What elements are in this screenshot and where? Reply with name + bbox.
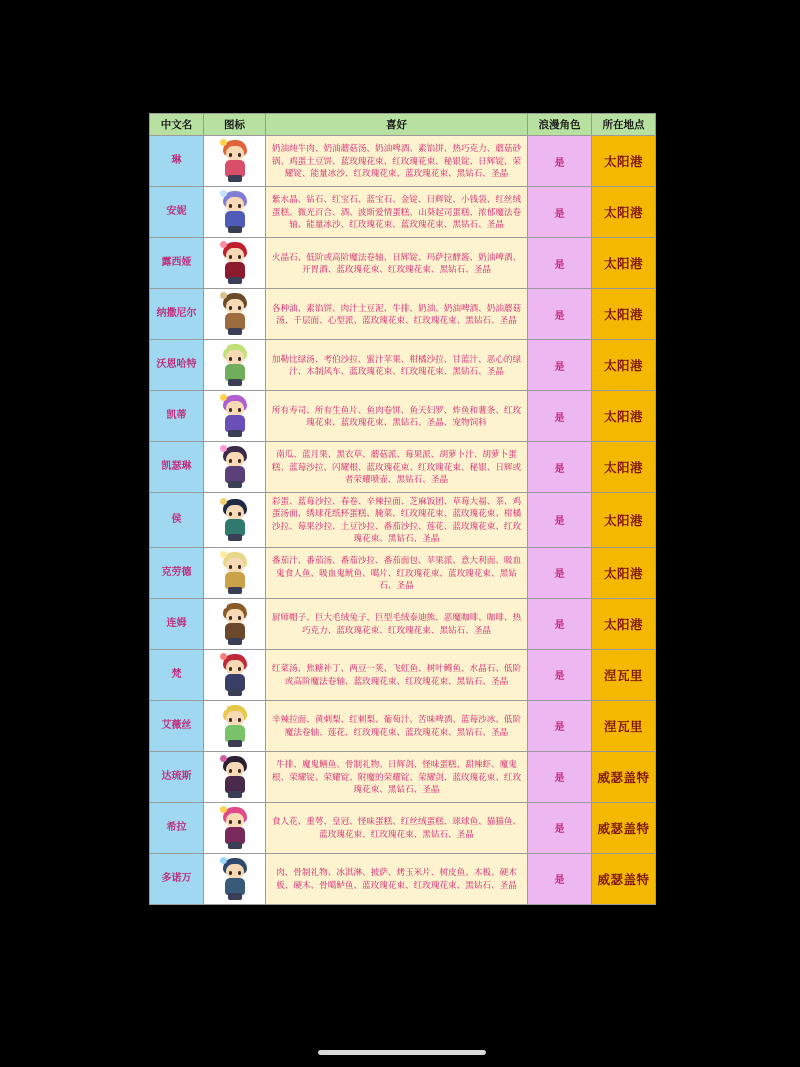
- cell-romance: 是: [528, 391, 592, 442]
- cell-likes: 紫水晶、钻石、红宝石、蓝宝石、金锭、日辉锭、小钱袋、红丝绒蛋糕、微光百合、酒、波斯爱情蛋糕、山葵起司蛋糕、浓郁魔法卷轴、能量冰沙、红玫瑰花束、蓝玫瑰花束、黑钻石、圣晶: [266, 187, 528, 238]
- character-sprite-icon: [215, 138, 255, 184]
- cell-character-name: 凯蒂: [150, 391, 204, 442]
- header-location: 所在地点: [592, 114, 656, 136]
- cell-character-icon: [204, 649, 266, 700]
- table-row: [150, 598, 656, 649]
- cell-likes: 火晶石、低阶或高阶魔法卷轴、日辉锭、玛萨拉酵酱、奶油啤酒、开胃酒、蓝玫瑰花束、红玫瑰花束、黑钻石、圣晶: [266, 238, 528, 289]
- character-sprite-icon: [215, 393, 255, 439]
- cell-location: 太阳港: [592, 547, 656, 598]
- cell-romance: 是: [528, 136, 592, 187]
- phone-screen: [149, 0, 655, 1067]
- cell-likes: 所有寿司、所有生鱼片、鱼肉卷饼、鱼天妇罗、炸鱼和薯条、红玫瑰花束、蓝玫瑰花束、黑钻石、圣晶、宠物饲料: [266, 391, 528, 442]
- cell-location: 太阳港: [592, 136, 656, 187]
- table-row: [150, 340, 656, 391]
- cell-likes: 红菜汤、焦糖补丁、两豆一荚、飞虹鱼、树叶鳟鱼、水晶石、低阶或高阶魔法卷轴、蓝玫瑰花束、红玫瑰花束、黑钻石、圣晶: [266, 649, 528, 700]
- cell-location: 涅瓦里: [592, 700, 656, 751]
- cell-location: 太阳港: [592, 238, 656, 289]
- cell-romance: 是: [528, 853, 592, 904]
- cell-character-name: 露西娅: [150, 238, 204, 289]
- table-row: [150, 136, 656, 187]
- character-likes-table: [149, 113, 656, 905]
- cell-location: 太阳港: [592, 340, 656, 391]
- cell-character-icon: [204, 751, 266, 802]
- header-romance: 浪漫角色: [528, 114, 592, 136]
- cell-character-icon: [204, 853, 266, 904]
- cell-romance: 是: [528, 493, 592, 548]
- table-row: [150, 649, 656, 700]
- character-sprite-icon: [215, 550, 255, 596]
- cell-character-name: 希拉: [150, 802, 204, 853]
- character-sprite-icon: [215, 856, 255, 902]
- cell-likes: 奶油炖牛肉、奶油蘑菇汤、奶油啤酒、素馅饼、热巧克力、蘑菇砂锅、鸡蛋土豆饼、蓝玫瑰花束、红玫瑰花束、秘银锭、日辉锭、荣耀锭、能量冰沙、红玫瑰花束、蓝玫瑰花束、黑钻石、圣晶: [266, 136, 528, 187]
- cell-romance: 是: [528, 802, 592, 853]
- table-row: [150, 751, 656, 802]
- cell-character-name: 连姆: [150, 598, 204, 649]
- cell-character-name: 侯: [150, 493, 204, 548]
- cell-likes: 南瓜、蓝月果、黑衣草、蘑菇派、莓果派、胡萝卜汁、胡萝卜蛋糕、蓝莓沙拉、闪耀根、蓝玫瑰花束、红玫瑰花束、秘银、日辉或者荣耀喷壶、黑钻石、圣晶: [266, 442, 528, 493]
- character-sprite-icon: [215, 754, 255, 800]
- cell-location: 太阳港: [592, 493, 656, 548]
- character-sprite-icon: [215, 652, 255, 698]
- cell-location: 太阳港: [592, 442, 656, 493]
- cell-likes: 食人花、重萼、皇冠、怪味蛋糕、红丝绒蛋糕、球球鱼、猫猫鱼、蓝玫瑰花束、红玫瑰花束、黑钻石、圣晶: [266, 802, 528, 853]
- cell-character-icon: [204, 598, 266, 649]
- cell-character-icon: [204, 700, 266, 751]
- table-row: [150, 547, 656, 598]
- cell-character-icon: [204, 802, 266, 853]
- cell-romance: 是: [528, 598, 592, 649]
- cell-romance: 是: [528, 649, 592, 700]
- cell-likes: 各种油、素馅饼、肉汁土豆泥、牛排、奶油、奶油啤酒、奶油蘑菇汤、千层面、心型派、蓝玫瑰花束、红玫瑰花束、黑钻石、圣晶: [266, 289, 528, 340]
- cell-romance: 是: [528, 442, 592, 493]
- cell-character-icon: [204, 187, 266, 238]
- reference-table-container: [149, 113, 655, 905]
- cell-character-name: 梵: [150, 649, 204, 700]
- cell-romance: 是: [528, 700, 592, 751]
- cell-character-name: 沃恩哈特: [150, 340, 204, 391]
- table-row: [150, 493, 656, 548]
- cell-likes: 肉、骨制礼物、冰淇淋、披萨、烤玉米片、树皮鱼、木板、硬木板、硬木、骨噶鲈鱼、蓝玫瑰花束、红玫瑰花束、黑钻石、圣晶: [266, 853, 528, 904]
- table-row: [150, 700, 656, 751]
- cell-character-name: 多诺万: [150, 853, 204, 904]
- cell-romance: 是: [528, 187, 592, 238]
- character-sprite-icon: [215, 805, 255, 851]
- cell-romance: 是: [528, 289, 592, 340]
- cell-character-icon: [204, 238, 266, 289]
- system-navigation-bar: [149, 1029, 655, 1067]
- cell-character-name: 达琉斯: [150, 751, 204, 802]
- cell-character-name: 纳撒尼尔: [150, 289, 204, 340]
- cell-location: 太阳港: [592, 391, 656, 442]
- cell-location: 太阳港: [592, 289, 656, 340]
- cell-location: 威瑟盖特: [592, 853, 656, 904]
- cell-character-icon: [204, 136, 266, 187]
- cell-character-name: 琳: [150, 136, 204, 187]
- table-body: [150, 136, 656, 905]
- table-row: [150, 442, 656, 493]
- cell-romance: 是: [528, 238, 592, 289]
- cell-romance: 是: [528, 751, 592, 802]
- character-sprite-icon: [215, 703, 255, 749]
- character-sprite-icon: [215, 189, 255, 235]
- cell-character-icon: [204, 442, 266, 493]
- table-row: [150, 391, 656, 442]
- character-sprite-icon: [215, 291, 255, 337]
- cell-character-icon: [204, 547, 266, 598]
- table-header-row: [150, 114, 656, 136]
- cell-character-name: 凯瑟琳: [150, 442, 204, 493]
- character-sprite-icon: [215, 240, 255, 286]
- cell-likes: 加勒比绿汤、考伯沙拉、蜜汁苹果、柑橘沙拉、甘蓝汁、恶心的绿汁、木制风车、蓝玫瑰花束、红玫瑰花束、黑钻石、圣晶: [266, 340, 528, 391]
- cell-location: 威瑟盖特: [592, 802, 656, 853]
- cell-character-name: 艾薇丝: [150, 700, 204, 751]
- table-row: [150, 238, 656, 289]
- cell-location: 太阳港: [592, 187, 656, 238]
- table-row: [150, 289, 656, 340]
- table-row: [150, 853, 656, 904]
- character-sprite-icon: [215, 497, 255, 543]
- cell-romance: 是: [528, 547, 592, 598]
- home-indicator[interactable]: [318, 1050, 486, 1055]
- cell-character-name: 安妮: [150, 187, 204, 238]
- character-sprite-icon: [215, 342, 255, 388]
- table-row: [150, 187, 656, 238]
- table-row: [150, 802, 656, 853]
- cell-character-name: 克劳德: [150, 547, 204, 598]
- cell-location: 威瑟盖特: [592, 751, 656, 802]
- cell-character-icon: [204, 391, 266, 442]
- cell-location: 涅瓦里: [592, 649, 656, 700]
- table-header: [150, 114, 656, 136]
- cell-location: 太阳港: [592, 598, 656, 649]
- cell-likes: 番茄汁、番茄汤、番茄沙拉、番茄面包、苹果派、意大利面、吸血鬼食人鱼、吸血鬼鱿鱼、噶片、红玫瑰花束、蓝玫瑰花束、黑钻石、圣晶: [266, 547, 528, 598]
- cell-likes: 厨师帽子、巨大毛绒兔子、巨型毛绒泰迪熊、恶魔咖啡、咖啡、热巧克力、蓝玫瑰花束、红玫瑰花束、黑钻石、圣晶: [266, 598, 528, 649]
- cell-romance: 是: [528, 340, 592, 391]
- cell-likes: 辛辣拉面、黄刺梨、红刺梨、葡萄汁、苦味啤酒、蓝莓沙冰、低阶魔法卷轴、莲花、红玫瑰花束、蓝玫瑰花束、黑钻石、圣晶: [266, 700, 528, 751]
- cell-character-icon: [204, 340, 266, 391]
- cell-likes: 彩蛋、蓝莓沙拉、春卷、辛辣拉面、芝麻饭团、草莓大福、茶、鸡蛋汤面、绣球花纸杯蛋糕、腌菜、红玫瑰花束、蓝玫瑰花束、柑橘沙拉、莓果沙拉、土豆沙拉、番茄沙拉、莲花、蓝玫瑰花束、红玫瑰花束、黑钻石、圣晶: [266, 493, 528, 548]
- header-likes: 喜好: [266, 114, 528, 136]
- cell-character-icon: [204, 289, 266, 340]
- header-icon: 图标: [204, 114, 266, 136]
- cell-likes: 牛排、魔鬼鳝鱼、骨制礼物、日辉剑、怪味蛋糕、甜辣虾、魔鬼根、荣耀锭、荣耀锭、附魔的荣耀锭、荣耀剑、蓝玫瑰花束、红玫瑰花束、黑钻石、圣晶: [266, 751, 528, 802]
- character-sprite-icon: [215, 601, 255, 647]
- header-name: 中文名: [150, 114, 204, 136]
- character-sprite-icon: [215, 444, 255, 490]
- cell-character-icon: [204, 493, 266, 548]
